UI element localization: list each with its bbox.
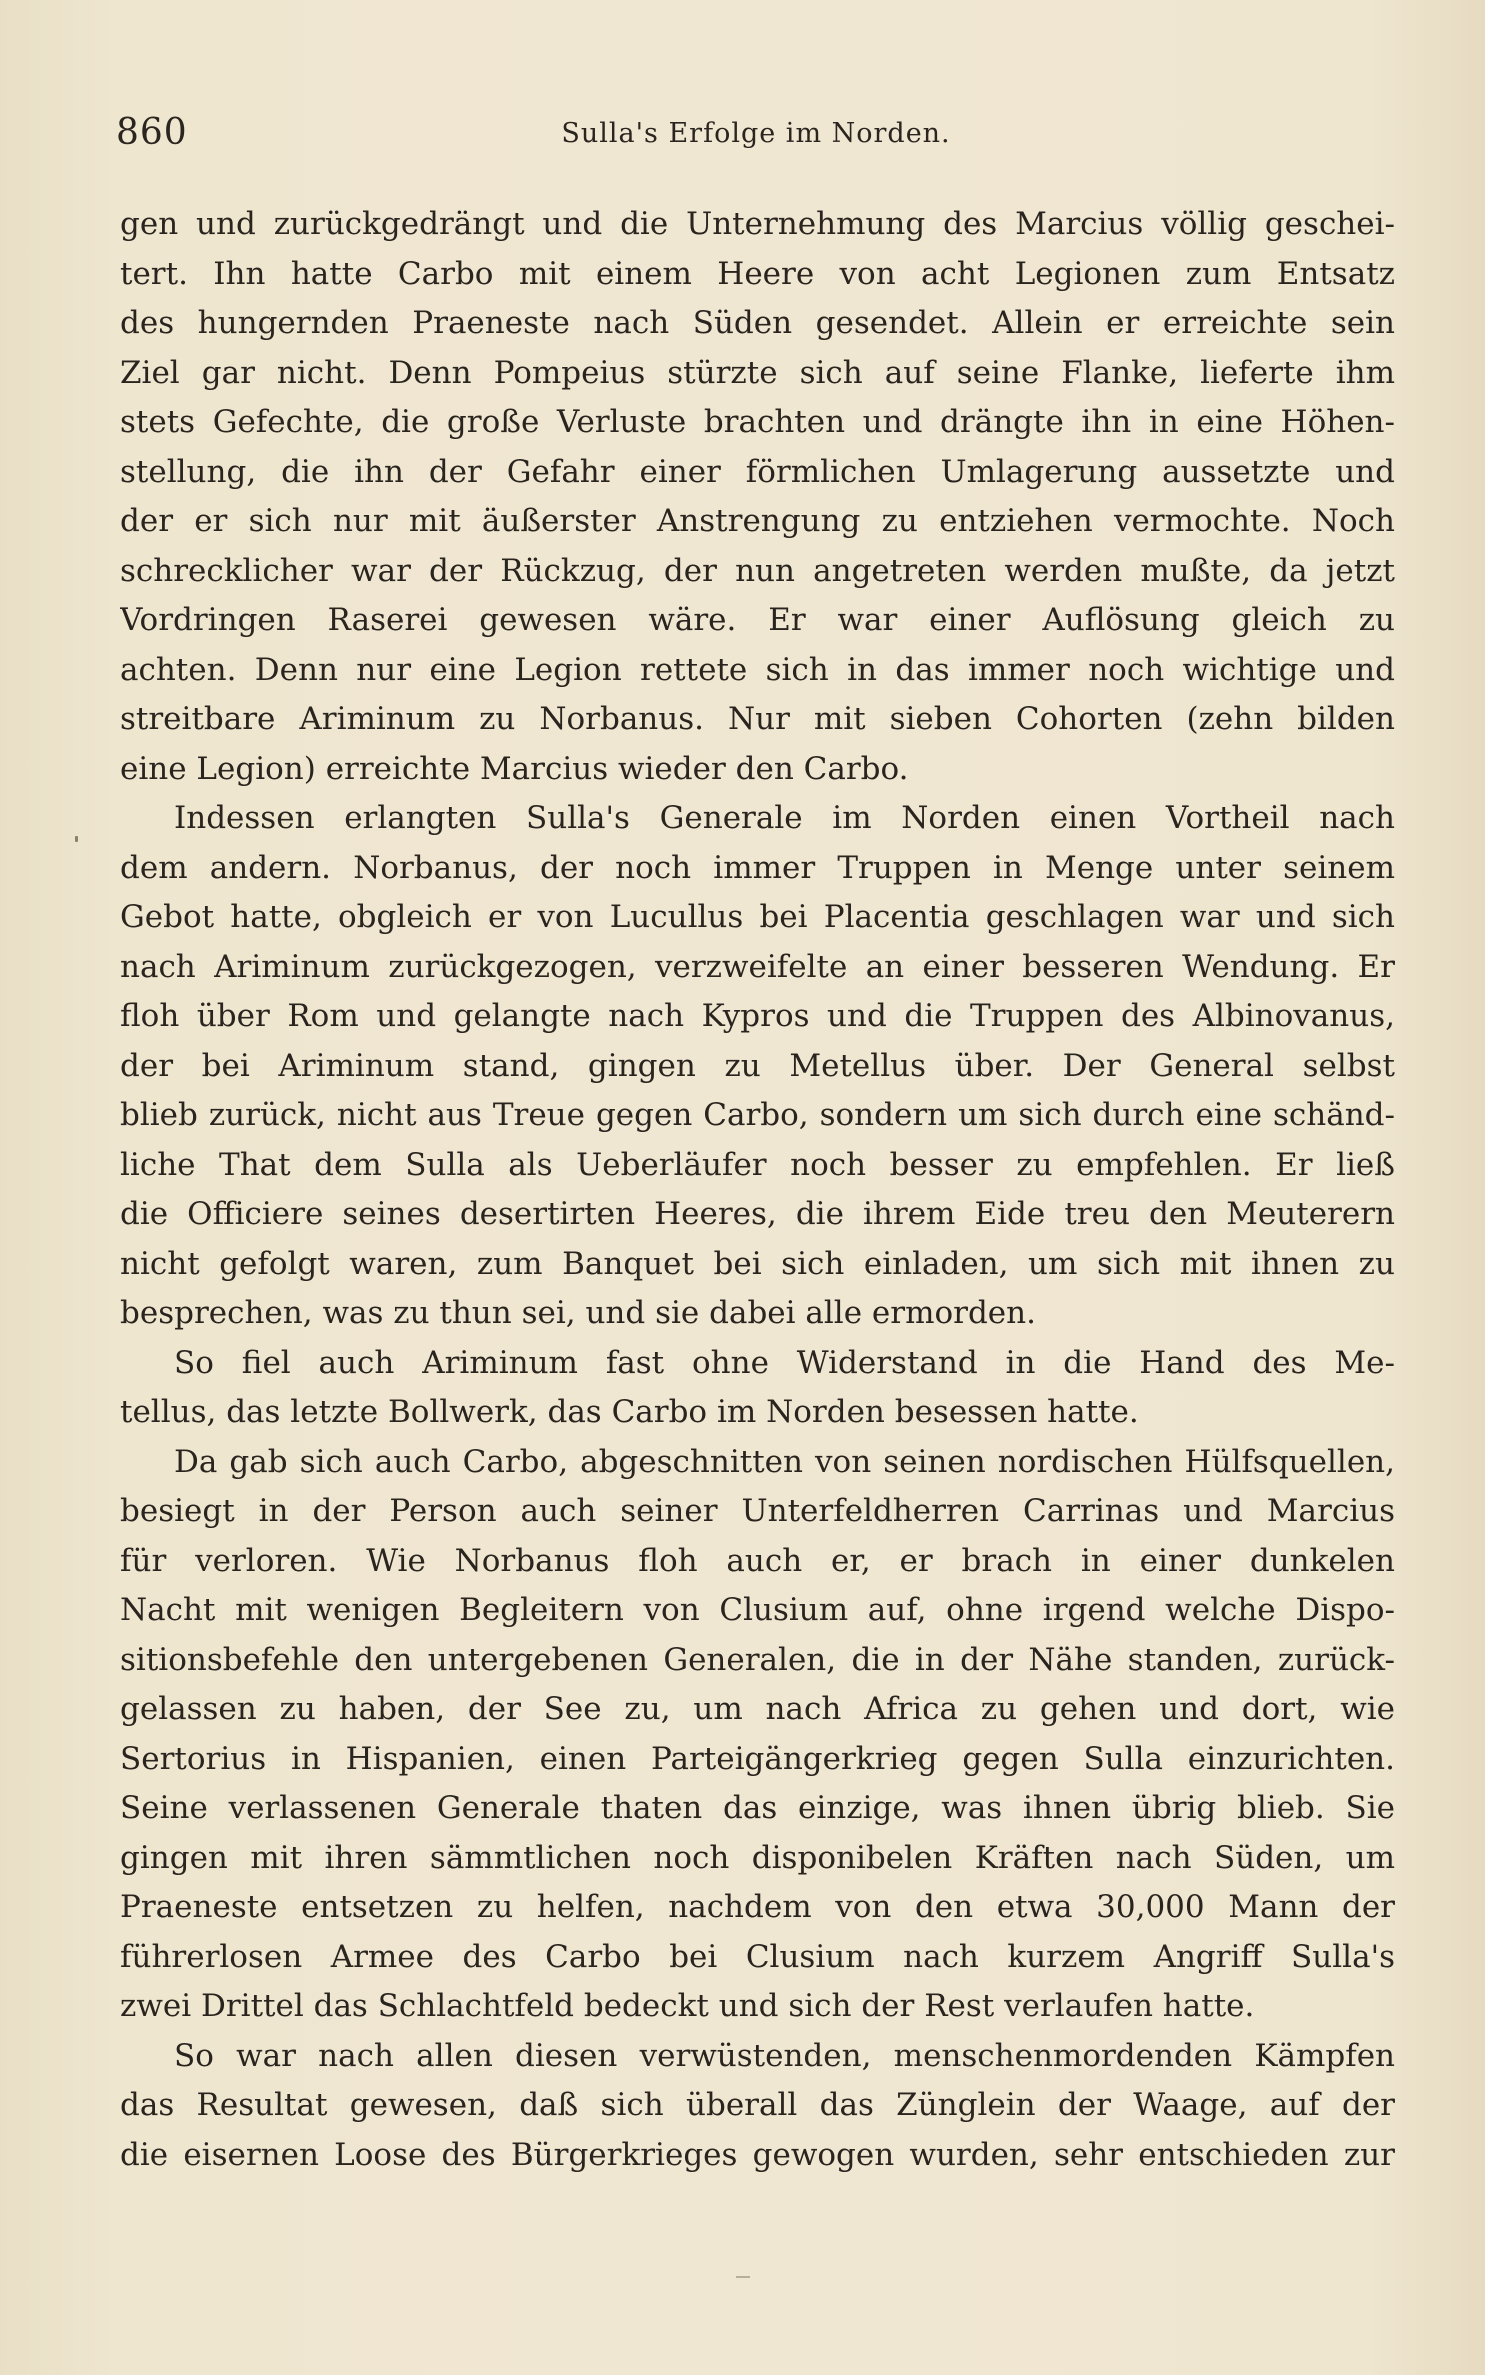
text-line: nach Ariminum zurückgezogen, verzweifelte an einer besseren Wendung. Er	[120, 948, 1395, 985]
text-line: für verloren. Wie Norbanus floh auch er, er brach in einer dunkelen	[120, 1542, 1395, 1579]
text-line: die eisernen Loose des Bürgerkrieges gewogen wurden, sehr entschieden zur	[120, 2136, 1395, 2173]
text-line: streitbare Ariminum zu Norbanus. Nur mit sieben Cohorten (zehn bilden	[120, 701, 1395, 737]
text-line: achten. Denn nur eine Legion rettete sich in das immer noch wichtige und	[120, 651, 1395, 688]
text-line: Seine verlassenen Generale thaten das einzige, was ihnen übrig blieb. Sie	[120, 1790, 1395, 1826]
text-line: Nacht mit wenigen Begleitern von Clusium auf, ohne irgend welche Dispo-	[120, 1592, 1395, 1628]
body-text	[120, 200, 1395, 2180]
text-line: Gebot hatte, obgleich er von Lucullus bei Placentia geschlagen war und sich	[120, 899, 1395, 935]
running-title: Sulla's Erfolge im Norden.	[561, 118, 951, 149]
text-line: schrecklicher war der Rückzug, der nun angetreten werden mußte, da jetzt	[120, 552, 1395, 589]
text-line: floh über Rom und gelangte nach Kypros und die Truppen des Albinovanus,	[120, 998, 1395, 1034]
text-line: die Officiere seines desertirten Heeres, die ihrem Eide treu den Meuterern	[120, 1196, 1395, 1232]
text-line: gingen mit ihren sämmtlichen noch disponibelen Kräften nach Süden, um	[120, 1839, 1395, 1876]
text-line: eine Legion) erreichte Marcius wieder den Carbo.	[120, 750, 909, 787]
text-line: besprechen, was zu thun sei, und sie dabei alle ermorden.	[120, 1295, 1036, 1331]
text-line: Ziel gar nicht. Denn Pompeius stürzte sich auf seine Flanke, lieferte ihm	[120, 354, 1395, 391]
text-line: So fiel auch Ariminum fast ohne Widerstand in die Hand des Me-	[174, 1344, 1395, 1381]
text-line: Praeneste entsetzen zu helfen, nachdem von den etwa 30,000 Mann der	[120, 1889, 1395, 1925]
text-line: dem andern. Norbanus, der noch immer Truppen in Menge unter seinem	[120, 849, 1395, 886]
text-line: Sertorius in Hispanien, einen Parteigängerkrieg gegen Sulla einzurichten.	[120, 1740, 1395, 1777]
text-line: Da gab sich auch Carbo, abgeschnitten von seinen nordischen Hülfsquellen,	[174, 1443, 1395, 1480]
text-line: stets Gefechte, die große Verluste brachten und drängte ihn in eine Höhen-	[120, 404, 1395, 440]
text-line: Indessen erlangten Sulla's Generale im Norden einen Vortheil nach	[174, 800, 1395, 836]
page-number: 860	[116, 112, 188, 153]
text-line: liche That dem Sulla als Ueberläufer noch besser zu empfehlen. Er ließ	[120, 1146, 1395, 1183]
running-head	[116, 112, 1396, 162]
text-line: führerlosen Armee des Carbo bei Clusium nach kurzem Angriff Sulla's	[120, 1938, 1395, 1975]
text-line: besiegt in der Person auch seiner Unterfeldherren Carrinas und Marcius	[120, 1493, 1395, 1529]
margin-mark	[75, 836, 78, 842]
text-line: gelassen zu haben, der See zu, um nach Africa zu gehen und dort, wie	[120, 1691, 1395, 1727]
text-line: tert. Ihn hatte Carbo mit einem Heere von acht Legionen zum Entsatz	[120, 255, 1395, 292]
text-line: das Resultat gewesen, daß sich überall das Zünglein der Waage, auf der	[120, 2087, 1395, 2123]
text-line: zwei Drittel das Schlachtfeld bedeckt und sich der Rest verlaufen hatte.	[120, 1988, 1255, 2024]
text-line: blieb zurück, nicht aus Treue gegen Carbo, sondern um sich durch eine schänd-	[120, 1097, 1395, 1133]
text-line: stellung, die ihn der Gefahr einer förmlichen Umlagerung aussetzte und	[120, 453, 1395, 490]
text-line: Vordringen Raserei gewesen wäre. Er war einer Auflösung gleich zu	[120, 602, 1395, 638]
text-line: nicht gefolgt waren, zum Banquet bei sich einladen, um sich mit ihnen zu	[120, 1245, 1395, 1282]
text-line: der bei Ariminum stand, gingen zu Metellus über. Der General selbst	[120, 1047, 1395, 1084]
text-line: tellus, das letzte Bollwerk, das Carbo im Norden besessen hatte.	[120, 1394, 1139, 1430]
text-line: der er sich nur mit äußerster Anstrengung zu entziehen vermochte. Noch	[120, 503, 1395, 539]
text-line: So war nach allen diesen verwüstenden, menschenmordenden Kämpfen	[174, 2037, 1395, 2074]
text-line: sitionsbefehle den untergebenen Generalen, die in der Nähe standen, zurück-	[120, 1641, 1395, 1678]
text-line: gen und zurückgedrängt und die Unternehmung des Marcius völlig geschei-	[120, 206, 1395, 242]
text-line: des hungernden Praeneste nach Süden gesendet. Allein er erreichte sein	[120, 305, 1395, 341]
footer-mark	[736, 2276, 750, 2278]
